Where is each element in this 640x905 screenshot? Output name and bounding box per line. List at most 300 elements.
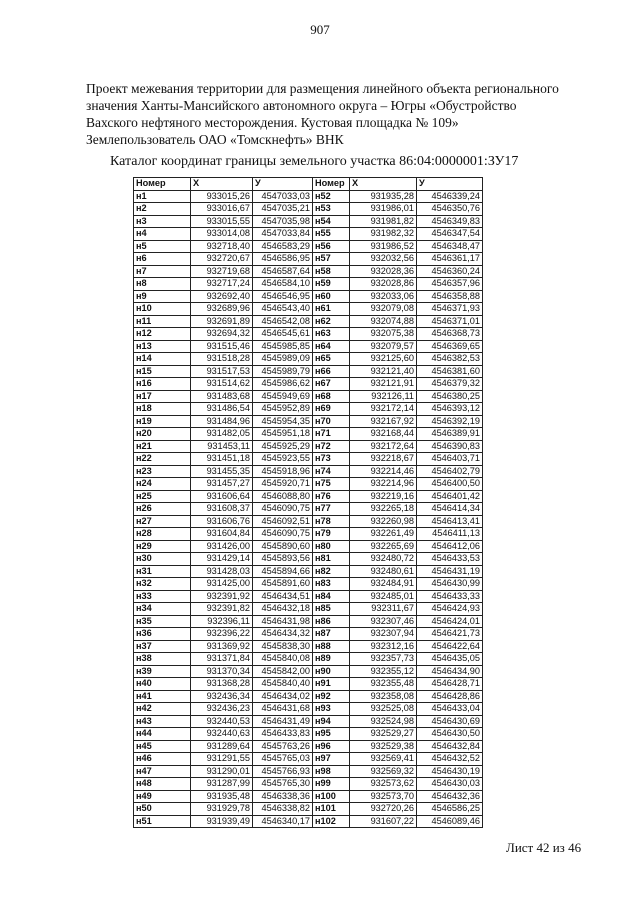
y-coordinate-cell: 4546430,03: [417, 778, 483, 791]
table-row: [134, 615, 483, 628]
y-coordinate-cell: 4546542,08: [253, 315, 313, 328]
y-coordinate-cell: 4546360,24: [417, 265, 483, 278]
x-coordinate-cell: 932485,01: [350, 590, 417, 603]
y-coordinate-cell: 4545918,96: [253, 465, 313, 478]
x-coordinate-cell: 931425,00: [191, 578, 253, 591]
point-number-cell: н87: [313, 628, 350, 641]
point-number-cell: н93: [313, 703, 350, 716]
y-coordinate-cell: 4546380,25: [417, 390, 483, 403]
point-number-cell: н84: [313, 590, 350, 603]
y-coordinate-cell: 4546338,82: [253, 803, 313, 816]
table-row: [134, 340, 483, 353]
table-row: [134, 403, 483, 416]
point-number-cell: н69: [313, 403, 350, 416]
y-coordinate-cell: 4546393,12: [417, 403, 483, 416]
x-coordinate-cell: 932391,82: [191, 603, 253, 616]
point-number-cell: н35: [134, 615, 191, 628]
y-coordinate-cell: 4546587,64: [253, 265, 313, 278]
x-coordinate-cell: 931455,35: [191, 465, 253, 478]
y-coordinate-cell: 4546584,10: [253, 278, 313, 291]
table-row: [134, 665, 483, 678]
point-number-cell: н73: [313, 453, 350, 466]
table-row: [134, 453, 483, 466]
point-number-cell: н67: [313, 378, 350, 391]
y-coordinate-cell: 4546358,88: [417, 290, 483, 303]
point-number-cell: н47: [134, 765, 191, 778]
x-coordinate-cell: 931290,01: [191, 765, 253, 778]
y-coordinate-cell: 4545952,89: [253, 403, 313, 416]
x-coordinate-cell: 931291,55: [191, 753, 253, 766]
x-coordinate-cell: 931606,64: [191, 490, 253, 503]
table-row: [134, 253, 483, 266]
x-coordinate-cell: 932121,91: [350, 378, 417, 391]
y-coordinate-cell: 4545925,29: [253, 440, 313, 453]
x-coordinate-cell: 932311,67: [350, 603, 417, 616]
y-coordinate-cell: 4547033,03: [253, 190, 313, 203]
point-number-cell: н83: [313, 578, 350, 591]
y-coordinate-cell: 4546338,36: [253, 790, 313, 803]
y-coordinate-cell: 4546421,73: [417, 628, 483, 641]
table-row: [134, 278, 483, 291]
point-number-cell: н51: [134, 815, 191, 828]
point-number-cell: н80: [313, 540, 350, 553]
x-coordinate-cell: 931486,54: [191, 403, 253, 416]
x-coordinate-cell: 931518,28: [191, 353, 253, 366]
y-coordinate-cell: 4546411,13: [417, 528, 483, 541]
x-coordinate-cell: 932028,36: [350, 265, 417, 278]
point-number-cell: н53: [313, 203, 350, 216]
y-coordinate-cell: 4546401,42: [417, 490, 483, 503]
y-coordinate-cell: 4546340,17: [253, 815, 313, 828]
y-coordinate-cell: 4545989,09: [253, 353, 313, 366]
y-coordinate-cell: 4546400,50: [417, 478, 483, 491]
point-number-cell: н11: [134, 315, 191, 328]
x-coordinate-cell: 931981,82: [350, 215, 417, 228]
y-coordinate-cell: 4546090,75: [253, 503, 313, 516]
x-coordinate-cell: 932355,12: [350, 665, 417, 678]
point-number-cell: н81: [313, 553, 350, 566]
x-coordinate-cell: 932075,38: [350, 328, 417, 341]
y-coordinate-cell: 4545890,60: [253, 540, 313, 553]
point-number-cell: н79: [313, 528, 350, 541]
point-number-cell: н23: [134, 465, 191, 478]
y-coordinate-cell: 4546402,79: [417, 465, 483, 478]
point-number-cell: н38: [134, 653, 191, 666]
y-coordinate-cell: 4546545,61: [253, 328, 313, 341]
y-coordinate-cell: 4546431,19: [417, 565, 483, 578]
point-number-cell: н100: [313, 790, 350, 803]
y-coordinate-cell: 4546586,25: [417, 803, 483, 816]
table-row: [134, 478, 483, 491]
point-number-cell: н42: [134, 703, 191, 716]
y-coordinate-cell: 4546435,05: [417, 653, 483, 666]
column-header-number-2: Номер: [313, 178, 350, 191]
x-coordinate-cell: 931289,64: [191, 740, 253, 753]
x-coordinate-cell: 931929,78: [191, 803, 253, 816]
point-number-cell: н10: [134, 303, 191, 316]
x-coordinate-cell: 932307,46: [350, 615, 417, 628]
y-coordinate-cell: 4545894,66: [253, 565, 313, 578]
table-row: [134, 415, 483, 428]
x-coordinate-cell: 931939,49: [191, 815, 253, 828]
x-coordinate-cell: 932720,67: [191, 253, 253, 266]
x-coordinate-cell: 932265,69: [350, 540, 417, 553]
x-coordinate-cell: 932436,23: [191, 703, 253, 716]
point-number-cell: н85: [313, 603, 350, 616]
table-row: [134, 503, 483, 516]
x-coordinate-cell: 932214,96: [350, 478, 417, 491]
point-number-cell: н76: [313, 490, 350, 503]
point-number-cell: н5: [134, 240, 191, 253]
point-number-cell: н39: [134, 665, 191, 678]
point-number-cell: н45: [134, 740, 191, 753]
x-coordinate-cell: 932121,40: [350, 365, 417, 378]
x-coordinate-cell: 932525,08: [350, 703, 417, 716]
point-number-cell: н49: [134, 790, 191, 803]
y-coordinate-cell: 4546392,19: [417, 415, 483, 428]
y-coordinate-cell: 4546403,71: [417, 453, 483, 466]
y-coordinate-cell: 4545766,93: [253, 765, 313, 778]
land-user: Землепользователь ОАО «Томскнефть» ВНК: [86, 132, 344, 147]
point-number-cell: н28: [134, 528, 191, 541]
point-number-cell: н37: [134, 640, 191, 653]
point-number-cell: н66: [313, 365, 350, 378]
point-number-cell: н41: [134, 690, 191, 703]
x-coordinate-cell: 932358,08: [350, 690, 417, 703]
x-coordinate-cell: 931517,53: [191, 365, 253, 378]
point-number-cell: н31: [134, 565, 191, 578]
table-row: [134, 328, 483, 341]
y-coordinate-cell: 4546381,60: [417, 365, 483, 378]
table-header-row: [134, 178, 483, 191]
y-coordinate-cell: 4546434,32: [253, 628, 313, 641]
x-coordinate-cell: 932569,41: [350, 753, 417, 766]
point-number-cell: н25: [134, 490, 191, 503]
project-title-line-2: значения Ханты-Мансийского автономного округа – Югры «Обустройство: [86, 98, 517, 113]
x-coordinate-cell: 932524,98: [350, 715, 417, 728]
point-number-cell: н94: [313, 715, 350, 728]
y-coordinate-cell: 4546349,83: [417, 215, 483, 228]
point-number-cell: н78: [313, 515, 350, 528]
y-coordinate-cell: 4546422,64: [417, 640, 483, 653]
point-number-cell: н96: [313, 740, 350, 753]
y-coordinate-cell: 4546430,50: [417, 728, 483, 741]
y-coordinate-cell: 4546431,68: [253, 703, 313, 716]
table-row: [134, 215, 483, 228]
x-coordinate-cell: 931986,01: [350, 203, 417, 216]
point-number-cell: н70: [313, 415, 350, 428]
x-coordinate-cell: 931451,18: [191, 453, 253, 466]
y-coordinate-cell: 4546389,91: [417, 428, 483, 441]
x-coordinate-cell: 931482,05: [191, 428, 253, 441]
column-header-y-2: У: [417, 178, 483, 191]
point-number-cell: н54: [313, 215, 350, 228]
point-number-cell: н48: [134, 778, 191, 791]
point-number-cell: н14: [134, 353, 191, 366]
y-coordinate-cell: 4546371,93: [417, 303, 483, 316]
point-number-cell: н36: [134, 628, 191, 641]
y-coordinate-cell: 4547035,21: [253, 203, 313, 216]
y-coordinate-cell: 4546431,98: [253, 615, 313, 628]
y-coordinate-cell: 4546412,06: [417, 540, 483, 553]
page-number: 907: [310, 22, 330, 37]
y-coordinate-cell: 4546432,84: [417, 740, 483, 753]
point-number-cell: н59: [313, 278, 350, 291]
point-number-cell: н57: [313, 253, 350, 266]
y-coordinate-cell: 4545954,35: [253, 415, 313, 428]
y-coordinate-cell: 4546382,53: [417, 353, 483, 366]
table-row: [134, 815, 483, 828]
x-coordinate-cell: 932125,60: [350, 353, 417, 366]
point-number-cell: н50: [134, 803, 191, 816]
point-number-cell: н77: [313, 503, 350, 516]
point-number-cell: н34: [134, 603, 191, 616]
x-coordinate-cell: 932028,86: [350, 278, 417, 291]
point-number-cell: н75: [313, 478, 350, 491]
y-coordinate-cell: 4547035,98: [253, 215, 313, 228]
x-coordinate-cell: 931986,52: [350, 240, 417, 253]
table-row: [134, 553, 483, 566]
project-title-line-3: Вахского нефтяного месторождения. Кустовая площадка № 109»: [86, 115, 459, 130]
table-row: [134, 678, 483, 691]
y-coordinate-cell: 4546434,90: [417, 665, 483, 678]
y-coordinate-cell: 4546433,04: [417, 703, 483, 716]
x-coordinate-cell: 932529,38: [350, 740, 417, 753]
point-number-cell: н17: [134, 390, 191, 403]
x-coordinate-cell: 932719,68: [191, 265, 253, 278]
x-coordinate-cell: 932573,70: [350, 790, 417, 803]
table-row: [134, 790, 483, 803]
point-number-cell: н30: [134, 553, 191, 566]
point-number-cell: н29: [134, 540, 191, 553]
x-coordinate-cell: 932079,57: [350, 340, 417, 353]
x-coordinate-cell: 932312,16: [350, 640, 417, 653]
point-number-cell: н99: [313, 778, 350, 791]
point-number-cell: н68: [313, 390, 350, 403]
x-coordinate-cell: 932718,40: [191, 240, 253, 253]
y-coordinate-cell: 4546424,93: [417, 603, 483, 616]
x-coordinate-cell: 931935,28: [350, 190, 417, 203]
point-number-cell: н12: [134, 328, 191, 341]
point-number-cell: н58: [313, 265, 350, 278]
y-coordinate-cell: 4546434,51: [253, 590, 313, 603]
x-coordinate-cell: 931287,99: [191, 778, 253, 791]
y-coordinate-cell: 4545842,00: [253, 665, 313, 678]
table-row: [134, 690, 483, 703]
point-number-cell: н43: [134, 715, 191, 728]
table-row: [134, 390, 483, 403]
y-coordinate-cell: 4546586,95: [253, 253, 313, 266]
table-row: [134, 265, 483, 278]
y-coordinate-cell: 4546432,52: [417, 753, 483, 766]
table-row: [134, 240, 483, 253]
y-coordinate-cell: 4546414,34: [417, 503, 483, 516]
y-coordinate-cell: 4545891,60: [253, 578, 313, 591]
point-number-cell: н89: [313, 653, 350, 666]
y-coordinate-cell: 4546090,75: [253, 528, 313, 541]
y-coordinate-cell: 4546433,33: [417, 590, 483, 603]
point-number-cell: н74: [313, 465, 350, 478]
table-row: [134, 628, 483, 641]
x-coordinate-cell: 932074,88: [350, 315, 417, 328]
x-coordinate-cell: 932172,14: [350, 403, 417, 416]
y-coordinate-cell: 4546371,01: [417, 315, 483, 328]
x-coordinate-cell: 932691,89: [191, 315, 253, 328]
point-number-cell: н27: [134, 515, 191, 528]
y-coordinate-cell: 4546348,47: [417, 240, 483, 253]
y-coordinate-cell: 4546431,49: [253, 715, 313, 728]
y-coordinate-cell: 4546433,53: [417, 553, 483, 566]
x-coordinate-cell: 933014,08: [191, 228, 253, 241]
x-coordinate-cell: 931426,00: [191, 540, 253, 553]
table-row: [134, 465, 483, 478]
y-coordinate-cell: 4546361,17: [417, 253, 483, 266]
y-coordinate-cell: 4546543,40: [253, 303, 313, 316]
y-coordinate-cell: 4545949,69: [253, 390, 313, 403]
x-coordinate-cell: 932261,49: [350, 528, 417, 541]
x-coordinate-cell: 932079,08: [350, 303, 417, 316]
point-number-cell: н8: [134, 278, 191, 291]
y-coordinate-cell: 4545951,18: [253, 428, 313, 441]
x-coordinate-cell: 932168,44: [350, 428, 417, 441]
table-row: [134, 703, 483, 716]
x-coordinate-cell: 932357,73: [350, 653, 417, 666]
point-number-cell: н22: [134, 453, 191, 466]
y-coordinate-cell: 4545985,85: [253, 340, 313, 353]
point-number-cell: н64: [313, 340, 350, 353]
point-number-cell: н71: [313, 428, 350, 441]
table-row: [134, 578, 483, 591]
x-coordinate-cell: 932396,11: [191, 615, 253, 628]
table-row: [134, 365, 483, 378]
x-coordinate-cell: 931608,37: [191, 503, 253, 516]
x-coordinate-cell: 932219,16: [350, 490, 417, 503]
x-coordinate-cell: 933016,67: [191, 203, 253, 216]
x-coordinate-cell: 931368,28: [191, 678, 253, 691]
y-coordinate-cell: 4546089,46: [417, 815, 483, 828]
point-number-cell: н102: [313, 815, 350, 828]
y-coordinate-cell: 4546347,54: [417, 228, 483, 241]
y-coordinate-cell: 4546368,73: [417, 328, 483, 341]
point-number-cell: н55: [313, 228, 350, 241]
point-number-cell: н101: [313, 803, 350, 816]
x-coordinate-cell: 932265,18: [350, 503, 417, 516]
table-row: [134, 303, 483, 316]
point-number-cell: н21: [134, 440, 191, 453]
point-number-cell: н46: [134, 753, 191, 766]
x-coordinate-cell: 932694,32: [191, 328, 253, 341]
y-coordinate-cell: 4545840,08: [253, 653, 313, 666]
table-row: [134, 440, 483, 453]
x-coordinate-cell: 932260,98: [350, 515, 417, 528]
table-body: [134, 190, 483, 828]
y-coordinate-cell: 4546413,41: [417, 515, 483, 528]
table-row: [134, 515, 483, 528]
point-number-cell: н16: [134, 378, 191, 391]
y-coordinate-cell: 4546428,86: [417, 690, 483, 703]
point-number-cell: н97: [313, 753, 350, 766]
y-coordinate-cell: 4545840,40: [253, 678, 313, 691]
point-number-cell: н1: [134, 190, 191, 203]
y-coordinate-cell: 4545838,30: [253, 640, 313, 653]
x-coordinate-cell: 932307,94: [350, 628, 417, 641]
point-number-cell: н7: [134, 265, 191, 278]
x-coordinate-cell: 932032,56: [350, 253, 417, 266]
x-coordinate-cell: 931606,76: [191, 515, 253, 528]
point-number-cell: н65: [313, 353, 350, 366]
point-number-cell: н2: [134, 203, 191, 216]
x-coordinate-cell: 932569,32: [350, 765, 417, 778]
column-header-x: X: [191, 178, 253, 191]
point-number-cell: н88: [313, 640, 350, 653]
table-row: [134, 803, 483, 816]
point-number-cell: н60: [313, 290, 350, 303]
y-coordinate-cell: 4546583,29: [253, 240, 313, 253]
table-row: [134, 428, 483, 441]
point-number-cell: н63: [313, 328, 350, 341]
y-coordinate-cell: 4546433,83: [253, 728, 313, 741]
y-coordinate-cell: 4546357,96: [417, 278, 483, 291]
x-coordinate-cell: 931604,84: [191, 528, 253, 541]
x-coordinate-cell: 931369,92: [191, 640, 253, 653]
table-row: [134, 315, 483, 328]
point-number-cell: н24: [134, 478, 191, 491]
point-number-cell: н40: [134, 678, 191, 691]
x-coordinate-cell: 932480,61: [350, 565, 417, 578]
point-number-cell: н6: [134, 253, 191, 266]
x-coordinate-cell: 931371,84: [191, 653, 253, 666]
x-coordinate-cell: 932692,40: [191, 290, 253, 303]
x-coordinate-cell: 932720,26: [350, 803, 417, 816]
point-number-cell: н44: [134, 728, 191, 741]
x-coordinate-cell: 932529,27: [350, 728, 417, 741]
x-coordinate-cell: 932484,91: [350, 578, 417, 591]
y-coordinate-cell: 4545923,55: [253, 453, 313, 466]
y-coordinate-cell: 4545920,71: [253, 478, 313, 491]
table-row: [134, 190, 483, 203]
column-header-x-2: X: [350, 178, 417, 191]
y-coordinate-cell: 4546339,24: [417, 190, 483, 203]
point-number-cell: н61: [313, 303, 350, 316]
point-number-cell: н4: [134, 228, 191, 241]
x-coordinate-cell: 932480,72: [350, 553, 417, 566]
y-coordinate-cell: 4545893,56: [253, 553, 313, 566]
point-number-cell: н13: [134, 340, 191, 353]
table-row: [134, 565, 483, 578]
y-coordinate-cell: 4546430,19: [417, 765, 483, 778]
y-coordinate-cell: 4546379,32: [417, 378, 483, 391]
table-row: [134, 640, 483, 653]
x-coordinate-cell: 932440,63: [191, 728, 253, 741]
x-coordinate-cell: 932440,53: [191, 715, 253, 728]
x-coordinate-cell: 932396,22: [191, 628, 253, 641]
table-row: [134, 378, 483, 391]
x-coordinate-cell: 931607,22: [350, 815, 417, 828]
point-number-cell: н19: [134, 415, 191, 428]
point-number-cell: н86: [313, 615, 350, 628]
x-coordinate-cell: 931484,96: [191, 415, 253, 428]
point-number-cell: н18: [134, 403, 191, 416]
table-row: [134, 653, 483, 666]
x-coordinate-cell: 932689,96: [191, 303, 253, 316]
x-coordinate-cell: 932436,34: [191, 690, 253, 703]
table-row: [134, 590, 483, 603]
table-row: [134, 228, 483, 241]
table-row: [134, 715, 483, 728]
table-row: [134, 603, 483, 616]
column-header-y: У: [253, 178, 313, 191]
document-header: [86, 80, 586, 148]
